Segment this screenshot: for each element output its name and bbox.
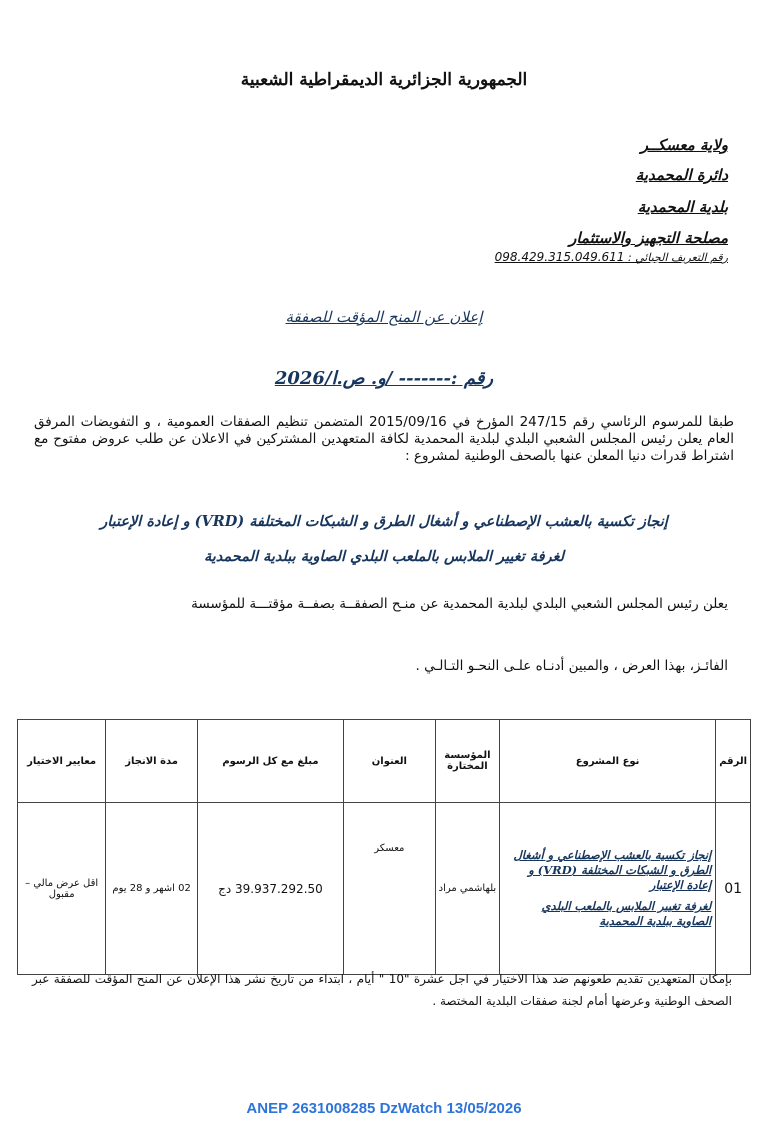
- project-title-line1: إنجاز تكسية بالعشب الإصطناعي و أشغال الطرق و الشبكات المختلفة (VRD) و إعادة الإعتبار: [100, 513, 668, 530]
- tax-id: [495, 250, 728, 264]
- col-address: العنوان: [343, 720, 435, 803]
- cell-amount: 39.937.292.50 دج: [198, 803, 344, 975]
- announce-line2: الفائـز، بهذا العرض ، والمبين أدنـاه علـى النحـو التـالـي .: [415, 658, 728, 674]
- col-company: المؤسسة المختارة: [435, 720, 499, 803]
- award-table: [17, 719, 751, 975]
- cell-company: بلهاشمي مراد: [435, 803, 499, 975]
- col-number: الرقم: [716, 720, 751, 803]
- wilaya-label: ولاية معسكــر: [640, 136, 728, 154]
- announce-line1: يعلن رئيس المجلس الشعبي البلدي لبلدية المحمدية عن منـح الصفقــة بصفــة مؤقتـــة للمؤسسة: [191, 596, 728, 612]
- cell-duration: 02 اشهر و 28 يوم: [106, 803, 198, 975]
- daira-label: دائرة المحمدية: [635, 166, 728, 184]
- col-criteria: معايير الاختيار: [18, 720, 106, 803]
- announcement-reference: رقم :------- /و. ص.ا/2026: [274, 368, 494, 389]
- col-project-type: نوع المشروع: [499, 720, 715, 803]
- cell-criteria: اقل عرض مالي – مقبول: [18, 803, 106, 975]
- table-header-row: [18, 720, 751, 803]
- tax-id-label: رقم التعريف الجبائي :: [627, 251, 728, 264]
- cell-project-part2: لغرفة تغيير الملابس بالملعب البلدي الصاوية ببلدية المحمدية: [541, 899, 712, 928]
- anep-reference: ANEP 2631008285 DzWatch 13/05/2026: [246, 1100, 522, 1117]
- republic-title: الجمهورية الجزائرية الديمقراطية الشعبية: [240, 70, 528, 90]
- table-row: [18, 803, 751, 975]
- project-title-line2: لغرفة تغيير الملابس بالملعب البلدي الصاوية ببلدية المحمدية: [204, 548, 564, 565]
- cell-project: [499, 803, 715, 975]
- col-amount: مبلغ مع كل الرسوم: [198, 720, 344, 803]
- commune-label: بلدية المحمدية: [637, 198, 728, 216]
- announcement-title: إعلان عن المنح المؤقت للصفقة: [285, 308, 483, 326]
- col-duration: مدة الانجاز: [106, 720, 198, 803]
- service-label: مصلحة التجهيز والاستثمار: [569, 229, 728, 247]
- cell-address: معسكر: [343, 803, 435, 975]
- intro-paragraph: طبقا للمرسوم الرئاسي رقم 247/15 المؤرخ في 2015/09/16 المتضمن تنظيم الصفقات العمومية ، و التفويضات المرفق العام يعلن رئيس المجلس الشعبي البلدي لبلدية المحمدية لكافة المتعهدين المشتركين في الاعلان عن طلب عروض مفتوح مع اشتراط قدرات دنيا المعلن عنها بالصحف الوطنية لمشروع :: [34, 414, 734, 464]
- cell-project-part1: إنجاز تكسية بالعشب الإصطناعي و أشغال الطرق و الشبكات المختلفة (VRD) و إعادة الإعتبار: [513, 848, 712, 892]
- cell-number: 01: [716, 803, 751, 975]
- footer-paragraph: بإمكان المتعهدين تقديم طعونهم ضد هذا الاختيار في اجل عشرة "10 " أيام ، ابتداء من تاريخ نشر هذا الإعلان عن المنح المؤقت للصفقة عبر الصحف الوطنية وعرضها أمام لجنة صفقات البلدية المختصة .: [32, 972, 733, 1008]
- tax-id-value: 098.429.315.049.611: [494, 250, 625, 264]
